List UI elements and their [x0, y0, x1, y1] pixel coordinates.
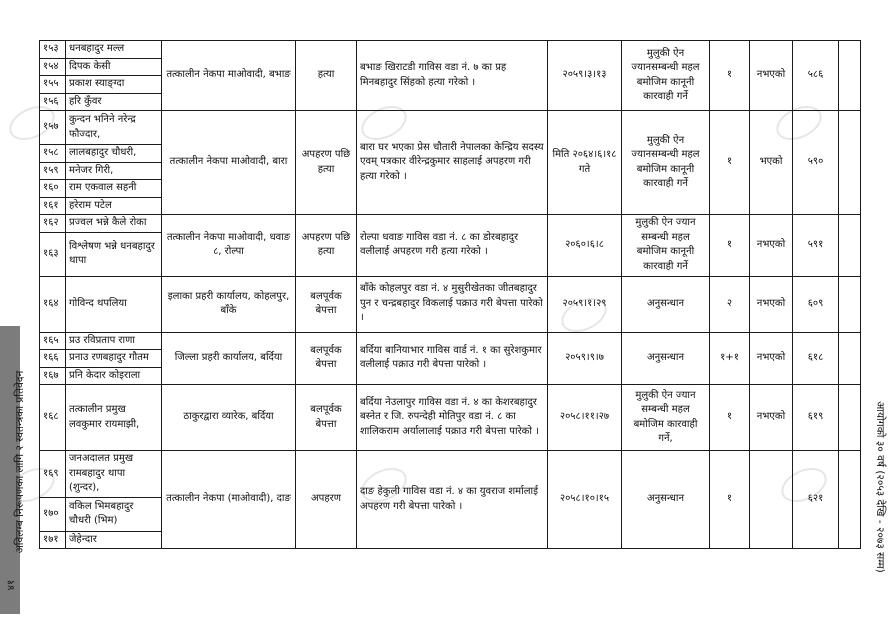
victim-count: २	[710, 276, 750, 332]
perpetrator-unit: इलाका प्रहरी कार्यालय, कोहलपुर, बाँके	[162, 276, 296, 332]
recommendation: मुलुकी ऐन ज्यानसम्बन्धी महल बमोजिम कानूनी कारवाही गर्ने	[622, 41, 710, 111]
file-number: ५९०	[793, 111, 839, 215]
serial-number: १५३	[40, 41, 66, 59]
incident-type: बलपूर्वक बेपत्ता	[296, 276, 357, 332]
victim-count: १	[710, 215, 750, 277]
incident-description: बभाङ खिराटडी गाविस वडा नं. ७ का प्रह मिनबहादुर सिंहको हत्या गरेको ।	[357, 41, 548, 111]
implementation-status: नभएको	[750, 332, 793, 385]
victim-count: १	[710, 385, 750, 451]
file-number: ५९१	[793, 215, 839, 277]
accused-name: धनबहादुर मल्ल	[66, 41, 162, 59]
serial-number: १६९	[40, 451, 66, 498]
table-row	[40, 385, 861, 451]
decision-date: मिति २०६४।६।१८ गते	[548, 111, 622, 215]
cases-table	[39, 40, 861, 549]
accused-name: कुन्दन भनिने नरेन्द्र फौज्दार,	[66, 111, 162, 145]
accused-name: गोविन्द थपलिया	[66, 276, 162, 332]
incident-type: अपहरण	[296, 451, 357, 549]
file-number: ५८६	[793, 41, 839, 111]
accused-name: प्रनि केदार कोइराला	[66, 367, 162, 385]
victim-count: १	[710, 111, 750, 215]
table-row	[40, 451, 861, 498]
serial-number: १५४	[40, 58, 66, 76]
serial-number: १७०	[40, 497, 66, 531]
recommendation: अनुसन्धान	[622, 332, 710, 385]
remarks-cell	[839, 451, 861, 549]
decision-date: २०५८।१०।१५	[548, 451, 622, 549]
victim-count: १	[710, 41, 750, 111]
table-body	[40, 41, 861, 549]
serial-number: १६३	[40, 232, 66, 276]
incident-description: रोल्पा धवाङ गाविस वडा नं. ८ का डोरबहादुर वलीलाई अपहरण गरी हत्या गरेको ।	[357, 215, 548, 277]
accused-name: प्रउ रविप्रताप राणा	[66, 332, 162, 350]
perpetrator-unit: ठाकुरद्वारा व्यारेक, बर्दिया	[162, 385, 296, 451]
recommendation: अनुसन्धान	[622, 276, 710, 332]
file-number: ६१८	[793, 332, 839, 385]
recommendation: मुलुकी ऐन ज्यान सम्बन्धी महल बमोजिम कानूनी कारवाही गर्ने	[622, 215, 710, 277]
remarks-cell	[839, 111, 861, 215]
implementation-status: नभएको	[750, 215, 793, 277]
table-row	[40, 111, 861, 145]
file-number: ६१९	[793, 385, 839, 451]
accused-name: विश्लेषण भन्ने धनबहादुर थापा	[66, 232, 162, 276]
incident-description: बर्दिया नेउलापुर गाविस वडा नं. ४ का केशरबहादुर बस्नेत र जि. रुपन्देही मोतिपुर वडा नं. ८ का शालिकराम अर्यालालाई पक्राउ गरी बेपत्ता पारेको ।	[357, 385, 548, 451]
serial-number: १६०	[40, 180, 66, 198]
decision-date: २०५९।९।७	[548, 332, 622, 385]
accused-name: राम एकवाल सहनी	[66, 180, 162, 198]
remarks-cell	[839, 385, 861, 451]
implementation-status: नभएको	[750, 41, 793, 111]
accused-name: लालबहादुर चौधरी,	[66, 145, 162, 163]
serial-number: १५६	[40, 93, 66, 111]
page-number: ४१	[6, 579, 17, 591]
implementation-status: नभएको	[750, 385, 793, 451]
table-row	[40, 276, 861, 332]
implementation-status: नभएको	[750, 276, 793, 332]
incident-description: बर्दिया बानियाभार गाविस वार्ड नं. १ का सुरेशकुमार वलीलाई पक्राउ गरी बेपत्ता पारेको ।	[357, 332, 548, 385]
accused-name: प्रनाउ रणबहादुर गौतम	[66, 350, 162, 368]
accused-name: हरेराम पटेल	[66, 197, 162, 215]
victim-count: १+१	[710, 332, 750, 385]
recommendation: अनुसन्धान	[622, 451, 710, 549]
accused-name: मनेजर गिरी,	[66, 162, 162, 180]
incident-description: दाङ हेकुली गाविस वडा नं. ४ का युवराज शर्मालाई अपहरण गरी बेपत्ता पारेको ।	[357, 451, 548, 549]
serial-number: १६७	[40, 367, 66, 385]
accused-name: जनअदालत प्रमुख रामबहादुर थापा (शुन्दर),	[66, 451, 162, 498]
decision-date: २०६०।६।८	[548, 215, 622, 277]
serial-number: १६२	[40, 215, 66, 233]
incident-description: बारा घर भएका प्रेस चौतारी नेपालका केन्द्रिय सदस्य एवम् पत्रकार वीरेन्द्रकुमार साहलाई अपहरण गरी हत्या गरेको ।	[357, 111, 548, 215]
victim-count: १	[710, 451, 750, 549]
serial-number: १६५	[40, 332, 66, 350]
serial-number: १६४	[40, 276, 66, 332]
decision-date: २०५८।११।२७	[548, 385, 622, 451]
table-row	[40, 41, 861, 59]
serial-number: १६८	[40, 385, 66, 451]
accused-name: तत्कालीन प्रमुख लवकुमार रायमाझी,	[66, 385, 162, 451]
remarks-cell	[839, 41, 861, 111]
accused-name: दिपक केसी	[66, 58, 162, 76]
implementation-status	[750, 451, 793, 549]
serial-number: १५७	[40, 111, 66, 145]
incident-description: बाँके कोहलपुर वडा नं. ४ मुसुरीखेतका जीतबहादुर पुन र चन्द्रबहादुर विकलाई पक्राउ गरी बेपत्ता पारेको ।	[357, 276, 548, 332]
perpetrator-unit: तत्कालीन नेकपा (माओवादी), दाङ	[162, 451, 296, 549]
serial-number: १५५	[40, 76, 66, 94]
incident-type: अपहरण पछि हत्या	[296, 215, 357, 277]
file-number: ६०९	[793, 276, 839, 332]
running-header-left: अविलम्ब निरूपणका लागि २ स्वतन्त्रका प्रतिवेदन	[14, 370, 26, 554]
remarks-cell	[839, 276, 861, 332]
incident-type: हत्या	[296, 41, 357, 111]
serial-number: १५९	[40, 162, 66, 180]
serial-number: १५८	[40, 145, 66, 163]
perpetrator-unit: तत्कालीन नेकपा माओवादी, बारा	[162, 111, 296, 215]
perpetrator-unit: जिल्ला प्रहरी कार्यालय, बर्दिया	[162, 332, 296, 385]
accused-name: हरि कुँवर	[66, 93, 162, 111]
running-header-right: आयोगको ३० वर्ष (२०५३ देखि - २०७३ सम्म)	[874, 401, 886, 573]
perpetrator-unit: तत्कालीन नेकपा माओवादी, बभाङ	[162, 41, 296, 111]
decision-date: २०५९।३।१३	[548, 41, 622, 111]
table-row	[40, 332, 861, 350]
accused-name: प्रकाश स्याङ्ग्दा	[66, 76, 162, 94]
accused-name: वकिल भिमबहादुर चौधरी (भिम)	[66, 497, 162, 531]
incident-type: बलपूर्वक बेपत्ता	[296, 385, 357, 451]
perpetrator-unit: तत्कालीन नेकपा माओवादी, धवाङ ८, रोल्पा	[162, 215, 296, 277]
remarks-cell	[839, 215, 861, 277]
accused-name: प्रज्वल भन्ने कैले रोका	[66, 215, 162, 233]
recommendation: मुलुकी ऐन ज्यानसम्बन्धी महल बमोजिम कानूनी कारवाही गर्ने	[622, 111, 710, 215]
table-row	[40, 215, 861, 233]
file-number: ६२१	[793, 451, 839, 549]
serial-number: १६१	[40, 197, 66, 215]
remarks-cell	[839, 332, 861, 385]
serial-number: १७१	[40, 531, 66, 549]
recommendation: मुलुकी ऐन ज्यान सम्बन्धी महल बमोजिम कारवाही गर्ने,	[622, 385, 710, 451]
incident-type: अपहरण पछि हत्या	[296, 111, 357, 215]
implementation-status: भएको	[750, 111, 793, 215]
decision-date: २०५९।१।२९	[548, 276, 622, 332]
serial-number: १६६	[40, 350, 66, 368]
incident-type: बलपूर्वक बेपत्ता	[296, 332, 357, 385]
accused-name: जेहेन्दार	[66, 531, 162, 549]
